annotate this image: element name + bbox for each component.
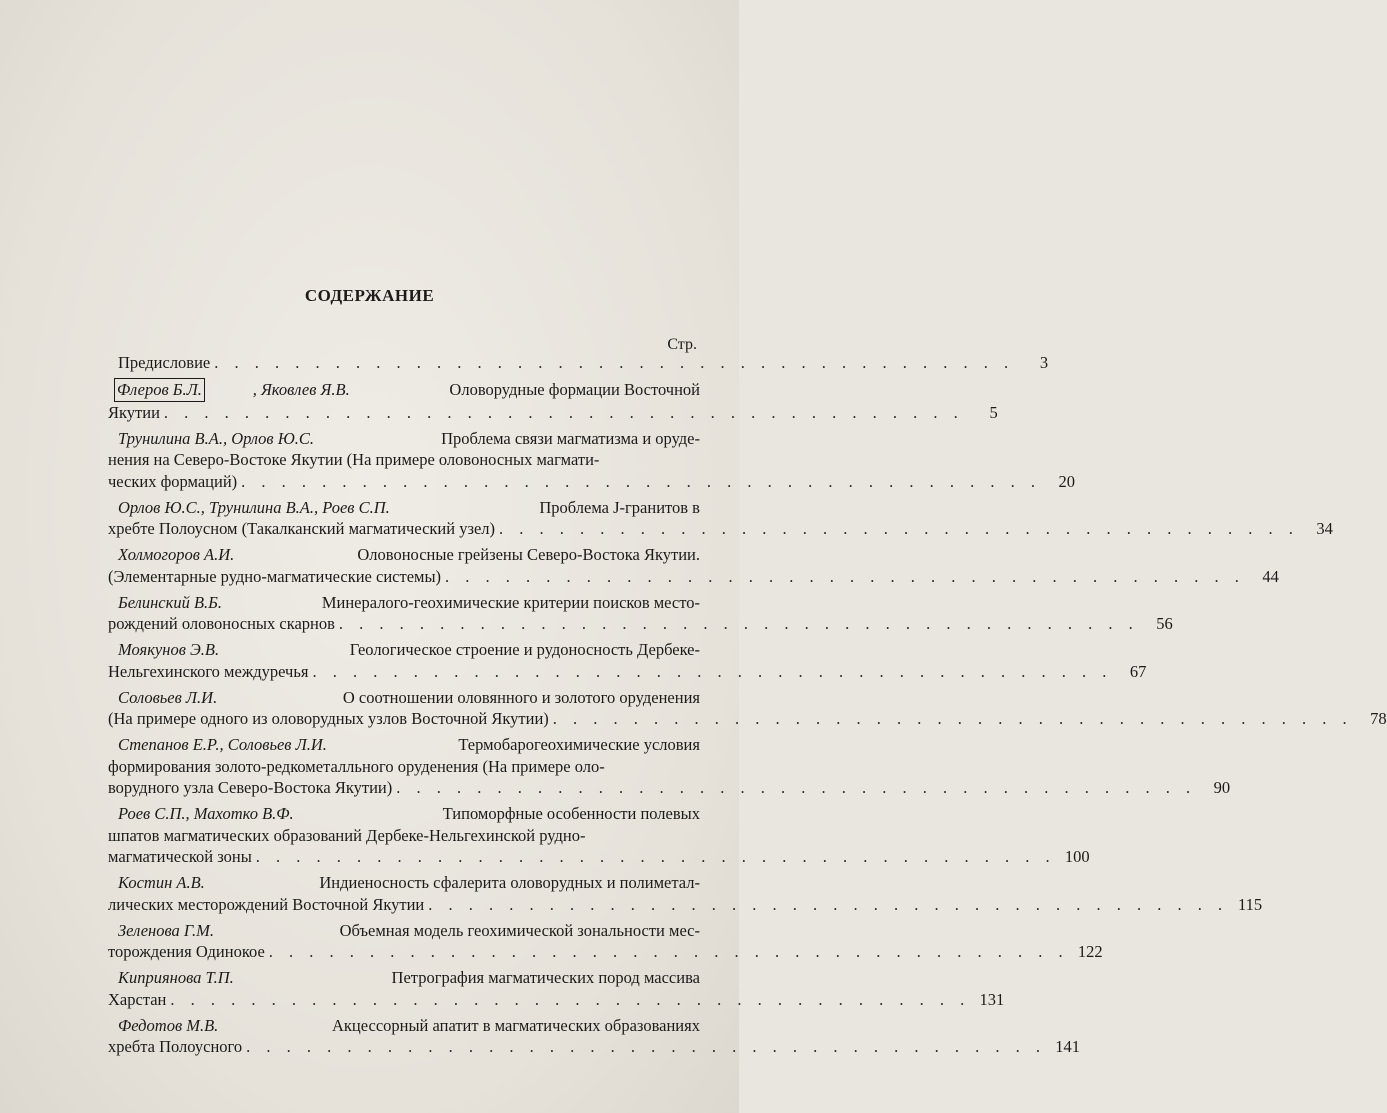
- toc-entry-title: Нельгехинского междуречья: [108, 661, 309, 681]
- dot-leader: . . . . . . . . . . . . . . . . . . . . . . . . . . . . . . . . . . . . . . . .: [312, 661, 1113, 681]
- toc-entry-line: [112, 497, 700, 519]
- toc-entry-line: [112, 592, 700, 614]
- toc-entry-authors: Соловьев Л.И.: [118, 687, 218, 707]
- toc-entry[interactable]: [108, 920, 1103, 963]
- toc-entry-line: [112, 803, 700, 825]
- toc-entry-title: Акцессорный апатит в магматических образованиях: [332, 1015, 700, 1035]
- toc-entry-line: [108, 756, 700, 778]
- toc-entry-title: Индиеносность сфалерита оловорудных и полиметал-: [319, 873, 700, 892]
- toc-entry-title: Проблема связи магматизма и оруде-: [441, 428, 700, 448]
- toc-entry-title: Термобарогеохимические условия: [458, 735, 700, 754]
- dot-leader: . . . . . . . . . . . . . . . . . . . . . . . . . . . . . . . . . . . . . . . .: [246, 1037, 1047, 1056]
- toc-entry-title: Якутии: [108, 402, 160, 422]
- toc-entry-line: [112, 920, 700, 942]
- toc-entry-title: Минералого-геохимические критерии поисков место-: [321, 592, 700, 612]
- toc-entry-line: [108, 846, 1090, 868]
- dot-leader: . . . . . . . . . . . . . . . . . . . . . . . . . . . . . . . . . . . . . . . .: [396, 778, 1197, 797]
- toc-entry[interactable]: [108, 639, 1147, 682]
- toc-entry-title: Петрография магматических пород массива: [391, 968, 700, 987]
- toc-entry[interactable]: [108, 687, 1387, 730]
- toc-entry-line: [112, 378, 700, 402]
- toc-entry-title: Типоморфные особенности полевых: [442, 804, 700, 823]
- toc-entry-line: [108, 449, 700, 471]
- toc-entry-authors: Зеленова Г.М.: [118, 920, 215, 940]
- toc-entry-line: [108, 402, 998, 424]
- toc-entry[interactable]: [112, 352, 1049, 374]
- dot-leader: . . . . . . . . . . . . . . . . . . . . . . . . . . . . . . . . . . . . . . . .: [338, 614, 1139, 633]
- show-through-text: [60, 55, 680, 285]
- toc-entry-line: [112, 687, 700, 709]
- toc-entry-title: формирования золото-редкометалльного оруденения (На примере оло-: [108, 756, 605, 776]
- toc-entry-title: Харстан: [108, 989, 167, 1009]
- toc-entry-page: 78: [1370, 709, 1387, 728]
- toc-entry-line: [108, 613, 1173, 635]
- toc-entry[interactable]: [108, 967, 1005, 1010]
- toc-entry-page: 100: [1064, 847, 1090, 866]
- page-title: СОДЕРЖАНИЕ: [304, 286, 435, 305]
- toc-entry-line: [112, 872, 700, 894]
- dot-leader: . . . . . . . . . . . . . . . . . . . . . . . . . . . . . . . . . . . . . . . .: [255, 847, 1056, 866]
- toc-entry-line: [108, 894, 1263, 916]
- toc-entry-authors: Белинский В.Б.: [118, 592, 223, 612]
- toc-entry-authors: Степанов Е.Р., Соловьев Л.И.: [118, 735, 327, 754]
- toc-entry[interactable]: [108, 734, 1231, 799]
- toc-entry-title: (На примере одного из оловорудных узлов Восточной Якутии): [108, 709, 549, 728]
- dot-leader: . . . . . . . . . . . . . . . . . . . . . . . . . . . . . . . . . . . . . . . .: [499, 519, 1299, 538]
- toc-entry-authors: Трунилина В.А., Орлов Ю.С.: [118, 428, 314, 448]
- toc-entry[interactable]: [108, 378, 998, 423]
- toc-entry-page: 3: [1039, 353, 1049, 372]
- dot-leader: . . . . . . . . . . . . . . . . . . . . . . . . . . . . . . . . . . . . . . . .: [268, 942, 1069, 961]
- toc-entry-title: ворудного узла Северо-Востока Якутии): [108, 778, 393, 797]
- toc-entry-title: Оловоносные грейзены Северо-Востока Якутии.: [357, 545, 700, 564]
- toc-entry-line: [112, 639, 700, 661]
- toc-entry-page: 115: [1238, 894, 1263, 914]
- toc-entry-authors: Костин А.В.: [118, 873, 205, 892]
- dot-leader: . . . . . . . . . . . . . . . . . . . . . . . . . . . . . . . . . . . . . . . .: [445, 566, 1245, 586]
- toc-entry-line: [108, 941, 1103, 963]
- toc-entry-authors: Роев С.П., Махотко В.Ф.: [118, 804, 294, 823]
- toc-entry-page: 44: [1262, 566, 1279, 586]
- toc-entry-page: 5: [989, 402, 998, 422]
- toc-entry-page: 90: [1213, 778, 1231, 797]
- toc-entry-line: [108, 777, 1231, 799]
- dot-leader: . . . . . . . . . . . . . . . . . . . . . . . . . . . . . . . . . . . . . . . .: [552, 709, 1353, 728]
- toc-entry-title: О соотношении оловянного и золотого оруденения: [342, 687, 700, 707]
- toc-entry[interactable]: [108, 1015, 1081, 1058]
- toc-entry-line: [112, 967, 700, 989]
- toc-entry-line: [108, 708, 1387, 730]
- toc-entry-line: [108, 989, 1005, 1011]
- dot-leader: . . . . . . . . . . . . . . . . . . . . . . . . . . . . . . . . . . . . . . . .: [241, 471, 1042, 491]
- toc-entry[interactable]: [108, 497, 1333, 540]
- toc-entry-page: 20: [1058, 471, 1076, 491]
- dot-leader: . . . . . . . . . . . . . . . . . . . . . . . . . . . . . . . . . . . . . . . .: [163, 402, 964, 422]
- toc-entry[interactable]: [108, 544, 1279, 587]
- highlighted-author: Флеров Б.Л.: [114, 378, 205, 402]
- dot-leader: . . . . . . . . . . . . . . . . . . . . . . . . . . . . . . . . . . . . . . . .: [428, 894, 1229, 914]
- toc-entry-title: шпатов магматических образований Дербеке-Нельгехинской рудно-: [108, 825, 586, 845]
- toc-entry-title: магматической зоны: [108, 847, 252, 866]
- toc-entry-line: [112, 352, 1049, 374]
- toc-entry-line: [112, 1015, 700, 1037]
- toc-entry-line: [108, 566, 1279, 588]
- toc-entry-page: 67: [1129, 661, 1147, 681]
- toc-entry-page: 56: [1156, 614, 1173, 633]
- toc-entry-line: [108, 1036, 1081, 1058]
- toc-entry-line: [112, 544, 700, 566]
- toc-entry-authors: Киприянова Т.П.: [118, 968, 234, 987]
- toc-entry-title: Геологическое строение и рудоносность Дербеке-: [349, 640, 700, 659]
- toc-entry-page: 141: [1055, 1037, 1081, 1056]
- toc-entry-title: торождения Одинокое: [108, 942, 265, 961]
- dot-leader: . . . . . . . . . . . . . . . . . . . . . . . . . . . . . . . . . . . . . . . .: [170, 989, 971, 1009]
- toc-entry-title: Проблема J-гранитов в: [539, 497, 700, 517]
- dot-leader: . . . . . . . . . . . . . . . . . . . . . . . . . . . . . . . . . . . . . . . .: [214, 353, 1015, 372]
- toc-entry-line: [108, 825, 700, 847]
- toc-entry-title: нения на Северо-Востоке Якутии (На примере оловоносных магмати-: [108, 450, 600, 469]
- toc-entry-page: 122: [1077, 942, 1103, 961]
- toc-entry[interactable]: [108, 428, 1076, 493]
- toc-entry-page: 131: [979, 989, 1005, 1009]
- toc-entry-line: [108, 661, 1147, 683]
- toc-entry[interactable]: [108, 803, 1090, 868]
- toc-entry[interactable]: [108, 872, 1263, 915]
- toc-entry-authors: Федотов М.В.: [118, 1015, 219, 1035]
- table-of-contents: [108, 352, 1387, 1062]
- toc-entry-title: хребта Полоусного: [108, 1037, 243, 1056]
- toc-entry-title: (Элементарные рудно-магматические системы): [108, 566, 442, 586]
- toc-entry-line: [108, 471, 1076, 493]
- page-column-label: Стр.: [667, 336, 697, 353]
- toc-entry-line: [108, 518, 1333, 540]
- toc-entry-authors: , Яковлев Я.В.: [252, 380, 350, 399]
- toc-entry-line: [112, 734, 700, 756]
- toc-entry-title: рождений оловоносных скарнов: [108, 614, 335, 633]
- toc-entry-line: [112, 428, 700, 450]
- toc-entry-page: 34: [1316, 519, 1333, 538]
- toc-entry-title: ческих формаций): [108, 471, 238, 491]
- toc-entry-title: лических месторождений Восточной Якутии: [108, 894, 425, 914]
- toc-entry-title: Оловорудные формации Восточной: [449, 380, 700, 399]
- toc-entry-title: Предисловие: [118, 353, 211, 372]
- toc-entry-authors: Холмогоров А.И.: [118, 545, 235, 564]
- toc-entry-title: хребте Полоусном (Такалканский магматический узел): [108, 519, 496, 538]
- toc-entry-authors: Моякунов Э.В.: [118, 640, 220, 659]
- toc-entry-title: Объемная модель геохимической зональности мес-: [339, 920, 700, 940]
- toc-entry-authors: Орлов Ю.С., Трунилина В.А., Роев С.П.: [118, 497, 390, 517]
- toc-entry[interactable]: [108, 592, 1173, 635]
